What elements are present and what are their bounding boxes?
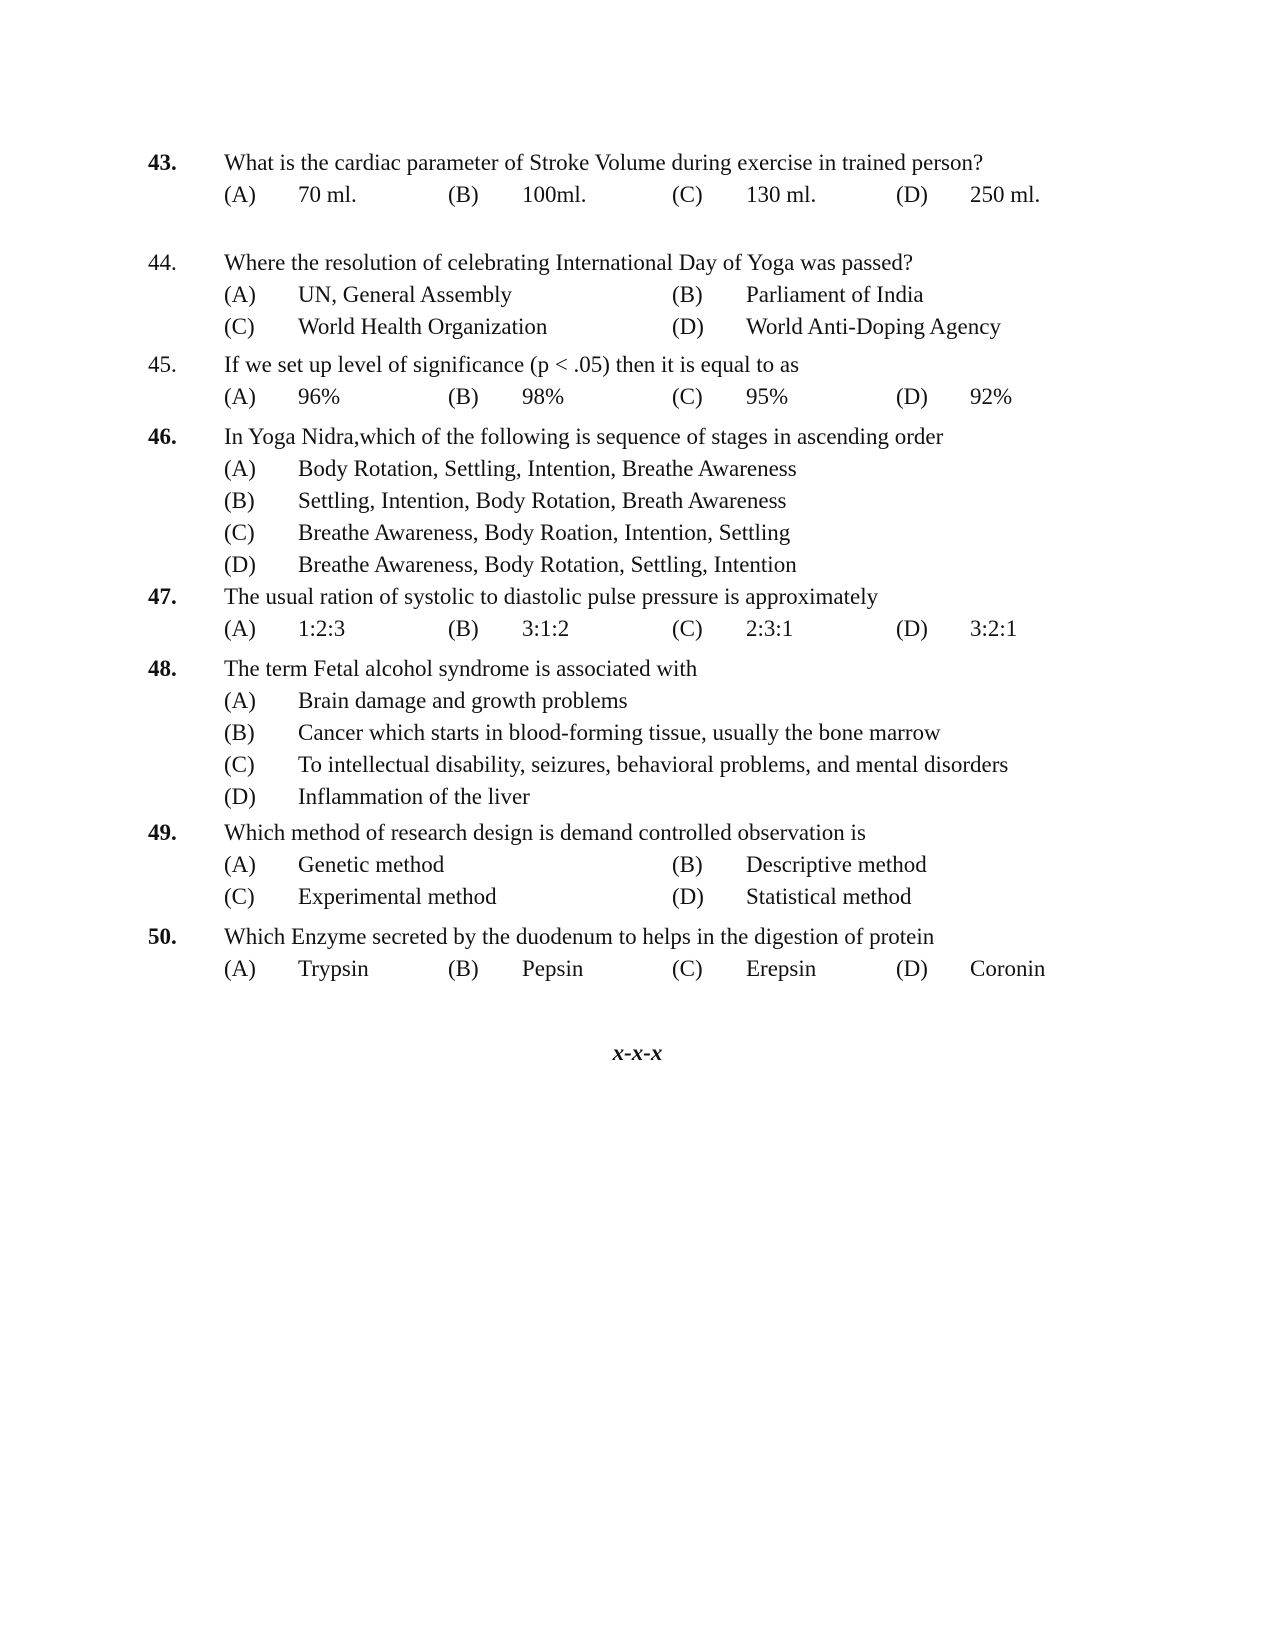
option-b-text: 3:1:2 bbox=[522, 616, 570, 641]
option-b-label: (B) bbox=[448, 384, 479, 409]
option-a-text: 96% bbox=[298, 384, 341, 409]
question-line bbox=[0, 654, 1275, 684]
option-a-text: Trypsin bbox=[298, 956, 369, 981]
options-row bbox=[0, 312, 1275, 342]
option-d-text: Inflammation of the liver bbox=[298, 784, 530, 809]
option-line bbox=[0, 518, 1275, 548]
option-d-text: 3:2:1 bbox=[970, 616, 1018, 641]
option-b-text: Pepsin bbox=[522, 956, 584, 981]
option-c-label: (C) bbox=[224, 314, 255, 339]
question-number: 44. bbox=[148, 250, 177, 275]
option-d-label: (D) bbox=[672, 884, 704, 909]
option-d-label: (D) bbox=[224, 552, 256, 577]
question-number: 47. bbox=[148, 584, 177, 609]
option-line bbox=[0, 686, 1275, 716]
question-text: Where the resolution of celebrating International Day of Yoga was passed? bbox=[224, 250, 914, 275]
question-number: 50. bbox=[148, 924, 177, 949]
option-line bbox=[0, 750, 1275, 780]
question-text: What is the cardiac parameter of Stroke Volume during exercise in trained person? bbox=[224, 150, 984, 175]
question-number: 48. bbox=[148, 656, 177, 681]
option-c-text: Erepsin bbox=[746, 956, 817, 981]
option-a-label: (A) bbox=[224, 182, 256, 207]
question-text: The usual ration of systolic to diastolic pulse pressure is approximately bbox=[224, 584, 879, 609]
options-row bbox=[0, 850, 1275, 880]
question-line bbox=[0, 818, 1275, 848]
option-c-text: 2:3:1 bbox=[746, 616, 794, 641]
question-text: The term Fetal alcohol syndrome is associated with bbox=[224, 656, 698, 681]
option-b-text: Settling, Intention, Body Rotation, Breath Awareness bbox=[298, 488, 787, 513]
options-row bbox=[0, 614, 1275, 644]
option-b-text: Cancer which starts in blood-forming tissue, usually the bone marrow bbox=[298, 720, 941, 745]
question-number: 49. bbox=[148, 820, 177, 845]
question-line bbox=[0, 922, 1275, 952]
question-number: 43. bbox=[148, 150, 177, 175]
option-c-label: (C) bbox=[672, 616, 703, 641]
question-text: In Yoga Nidra,which of the following is sequence of stages in ascending order bbox=[224, 424, 944, 449]
option-b-text: 100ml. bbox=[522, 182, 587, 207]
option-c-text: 95% bbox=[746, 384, 789, 409]
option-a-label: (A) bbox=[224, 384, 256, 409]
question-line bbox=[0, 582, 1275, 612]
option-b-text: Parliament of India bbox=[746, 282, 924, 307]
option-line bbox=[0, 718, 1275, 748]
option-b-label: (B) bbox=[672, 282, 703, 307]
option-d-text: 250 ml. bbox=[970, 182, 1041, 207]
option-b-label: (B) bbox=[448, 182, 479, 207]
option-b-text: 98% bbox=[522, 384, 565, 409]
option-c-label: (C) bbox=[672, 956, 703, 981]
option-b-text: Descriptive method bbox=[746, 852, 927, 877]
option-d-text: 92% bbox=[970, 384, 1013, 409]
option-b-label: (B) bbox=[672, 852, 703, 877]
question-text: If we set up level of significance (p < .05) then it is equal to as bbox=[224, 352, 800, 377]
option-c-text: 130 ml. bbox=[746, 182, 817, 207]
option-a-text: Genetic method bbox=[298, 852, 445, 877]
options-row bbox=[0, 382, 1275, 412]
option-d-text: Statistical method bbox=[746, 884, 912, 909]
option-c-text: Experimental method bbox=[298, 884, 497, 909]
option-d-text: Breathe Awareness, Body Rotation, Settling, Intention bbox=[298, 552, 797, 577]
option-a-label: (A) bbox=[224, 616, 256, 641]
option-b-label: (B) bbox=[448, 616, 479, 641]
question-number: 45. bbox=[148, 352, 177, 377]
option-c-label: (C) bbox=[224, 752, 255, 777]
question-number: 46. bbox=[148, 424, 177, 449]
option-a-label: (A) bbox=[224, 456, 256, 481]
option-b-label: (B) bbox=[224, 488, 255, 513]
option-d-label: (D) bbox=[672, 314, 704, 339]
option-a-label: (A) bbox=[224, 956, 256, 981]
option-d-label: (D) bbox=[896, 182, 928, 207]
option-a-text: Brain damage and growth problems bbox=[298, 688, 628, 713]
option-c-label: (C) bbox=[672, 384, 703, 409]
option-a-text: UN, General Assembly bbox=[298, 282, 512, 307]
options-row bbox=[0, 954, 1275, 984]
options-row bbox=[0, 882, 1275, 912]
option-b-label: (B) bbox=[448, 956, 479, 981]
option-c-text: World Health Organization bbox=[298, 314, 548, 339]
question-line bbox=[0, 350, 1275, 380]
question-text: Which Enzyme secreted by the duodenum to helps in the digestion of protein bbox=[224, 924, 935, 949]
option-c-label: (C) bbox=[224, 520, 255, 545]
option-c-label: (C) bbox=[672, 182, 703, 207]
option-a-text: 1:2:3 bbox=[298, 616, 346, 641]
option-a-text: Body Rotation, Settling, Intention, Breathe Awareness bbox=[298, 456, 797, 481]
option-d-label: (D) bbox=[224, 784, 256, 809]
option-line bbox=[0, 782, 1275, 812]
option-a-label: (A) bbox=[224, 688, 256, 713]
option-line bbox=[0, 486, 1275, 516]
option-d-text: Coronin bbox=[970, 956, 1046, 981]
options-row bbox=[0, 180, 1275, 210]
question-line bbox=[0, 248, 1275, 278]
option-c-label: (C) bbox=[224, 884, 255, 909]
options-row bbox=[0, 280, 1275, 310]
option-line bbox=[0, 550, 1275, 580]
option-d-text: World Anti-Doping Agency bbox=[746, 314, 1001, 339]
option-c-text: Breathe Awareness, Body Roation, Intention, Settling bbox=[298, 520, 791, 545]
option-d-label: (D) bbox=[896, 384, 928, 409]
option-c-text: To intellectual disability, seizures, behavioral problems, and mental disorders bbox=[298, 752, 1009, 777]
end-marker: x-x-x bbox=[612, 1040, 663, 1065]
option-d-label: (D) bbox=[896, 956, 928, 981]
option-a-label: (A) bbox=[224, 282, 256, 307]
option-line bbox=[0, 454, 1275, 484]
option-b-label: (B) bbox=[224, 720, 255, 745]
question-text: Which method of research design is demand controlled observation is bbox=[224, 820, 866, 845]
option-d-label: (D) bbox=[896, 616, 928, 641]
question-line bbox=[0, 422, 1275, 452]
option-a-label: (A) bbox=[224, 852, 256, 877]
option-a-text: 70 ml. bbox=[298, 182, 357, 207]
question-line bbox=[0, 148, 1275, 178]
